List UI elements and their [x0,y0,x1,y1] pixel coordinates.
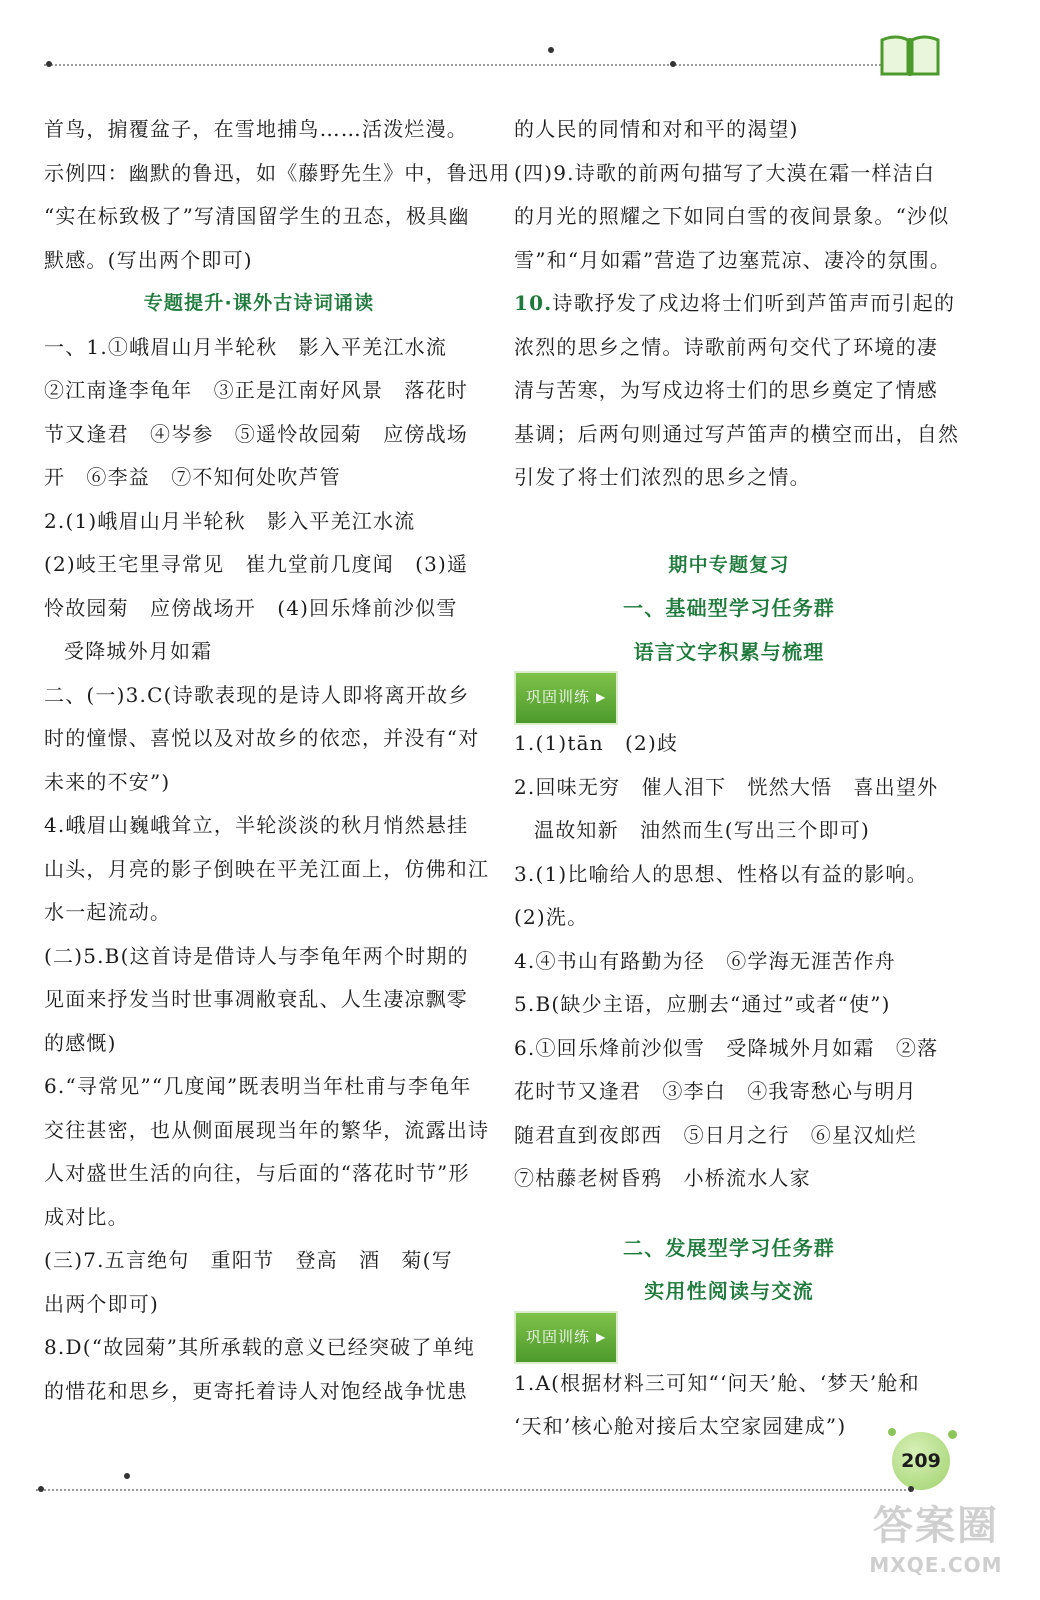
left-column [44,108,511,1413]
text-line: 1.A(根据材料三可知“‘问天’舱、‘梦天’舱和 [514,1370,920,1395]
text-line: 受降城外月如霜 [64,639,213,663]
decor-dot [948,1430,957,1439]
top-rule-dot [548,47,554,53]
bottom-rule-dot [908,1486,914,1492]
text-line: 2.(1)峨眉山月半轮秋 影入平羌江水流 [44,508,416,533]
text-line: 的惜花和思乡，更寄托着诗人对饱经战争忧患 [44,1378,468,1403]
text-line: 基调；后两句则通过写芦笛声的横空而出，自然 [514,421,960,446]
text-line: 默感。(写出两个即可) [44,247,253,272]
section-title: 实用性阅读与交流 [644,1279,814,1303]
spacer [514,1201,944,1227]
section-title: 一、基础型学习任务群 [623,596,835,620]
text-line: 1.(1)tān (2)歧 [514,731,679,755]
text-line: 二、(一)3.C(诗歌表现的是诗人即将离开故乡 [44,682,470,707]
text-line: 的感慨) [44,1030,117,1055]
question-number: 10. [514,291,553,315]
practice-badge [514,1311,618,1365]
bottom-rule-dot [38,1486,44,1492]
bottom-dotted-rule [36,1489,906,1491]
text-line: 节又逢君 ④岑参 ⑤遥怜故园菊 应傍战场 [44,421,468,446]
badge-row [514,1314,944,1362]
text-line: “实在标致极了”写清国留学生的丑态，极具幽 [44,204,470,228]
text-line: 随君直到夜郎西 ⑤日月之行 ⑥星汉灿烂 [514,1122,917,1147]
section-title: 语言文字积累与梳理 [633,639,825,664]
decor-dot [888,1428,896,1436]
play-arrow-icon: ▶ [596,1329,607,1344]
text-line: 怜故园菊 应傍战场开 (4)回乐烽前沙似雪 [44,595,458,620]
text-line: 成对比。 [44,1204,129,1229]
badge-row [514,674,944,722]
text-line: ‘天和’核心舱对接后太空家园建成”) [514,1414,847,1438]
text-line: ②江南逢李龟年 ③正是江南好风景 落花时 [44,378,468,402]
text-line: 山头，月亮的影子倒映在平羌江面上，仿佛和江 [44,856,490,881]
open-book-icon [878,30,942,78]
text-line: 首鸟，掮覆盆子，在雪地捕鸟……活泼烂漫。 [44,117,468,141]
badge-label: 巩固训练 [526,1327,591,1346]
text-line: 的月光的照耀之下如同白雪的夜间景象。“沙似 [514,204,950,228]
text-line: 温故知新 油然而生(写出三个即可) [534,818,871,842]
text-line: 4.峨眉山巍峨耸立，半轮淡淡的秋月悄然悬挂 [44,813,469,837]
text-line: 人对盛世生活的向往，与后面的“落花时节”形 [44,1161,470,1185]
text-line: 2.回味无穷 催人泪下 恍然大悟 喜出望外 [514,774,939,799]
watermark-logo [846,1500,1026,1590]
text-line: 浓烈的思乡之情。诗歌前两句交代了环境的凄 [514,334,938,359]
text-line: 8.D(“故园菊”其所承载的意义已经突破了单纯 [44,1335,475,1359]
top-rule-dot [46,61,52,67]
section-title: 期中专题复习 [668,553,790,576]
text-line: 开 ⑥李益 ⑦不知何处吹芦管 [44,465,341,489]
text-line: 花时节又逢君 ③李白 ④我寄愁心与明月 [514,1079,917,1103]
text-line: 5.B(缺少主语，应删去“通过”或者“使”) [514,992,891,1016]
text-line: (三)7.五言绝句 重阳节 登高 酒 菊(写 [44,1248,453,1272]
section-title: 专题提升·课外古诗词诵读 [143,292,375,314]
text-line: 雪”和“月如霜”营造了边塞荒凉、凄冷的氛围。 [514,247,952,272]
text-line: 时的憧憬、喜悦以及对故乡的依恋，并没有“对 [44,726,480,750]
text-line: 6.①回乐烽前沙似雪 受降城外月如霜 ②落 [514,1035,939,1060]
practice-badge [514,671,618,725]
text-line: 一、1.①峨眉山月半轮秋 影入平羌江水流 [44,334,448,359]
text-line: 4.④书山有路勤为径 ⑥学海无涯苦作舟 [514,948,896,973]
text-line: 清与苦寒，为写戍边将士们的思乡奠定了情感 [514,378,938,402]
text-line: (2)洗。 [514,905,589,929]
text-line: 6.“寻常见”“几度闻”既表明当年杜甫与李龟年 [44,1074,472,1098]
text-span: 诗歌抒发了戍边将士们听到芦笛声而引起的 [552,291,956,315]
text-line: 出两个即可) [44,1291,160,1316]
text-line: 见面来抒发当时世事凋敝衰乱、人生凄凉飘零 [44,987,468,1011]
right-column [514,108,960,1449]
section-title: 二、发展型学习任务群 [623,1235,835,1260]
text-line: 的人民的同情和对和平的渴望) [514,117,799,141]
text-line: 引发了将士们浓烈的思乡之情。 [514,465,811,489]
watermark-url: MXQE.COM [869,1553,1003,1577]
text-line: ⑦枯藤老树昏鸦 小桥流水人家 [514,1166,811,1190]
spacer [514,500,944,544]
watermark-text: 答案圈 [873,1503,999,1549]
play-arrow-icon: ▶ [596,690,607,705]
top-rule-dot [670,61,676,67]
text-line: 交往甚密，也从侧面展现当年的繁华，流露出诗 [44,1117,490,1142]
bottom-rule-dot [124,1473,130,1479]
text-line: (四)9.诗歌的前两句描写了大漠在霜一样洁白 [514,160,936,185]
page-number: 209 [892,1432,950,1490]
badge-label: 巩固训练 [526,688,591,707]
text-line: (2)岐王宅里寻常见 崔九堂前几度闻 (3)遥 [44,552,469,576]
text-line: (二)5.B(这首诗是借诗人与李龟年两个时期的 [44,943,469,968]
text-line: 示例四：幽默的鲁迅，如《藤野先生》中，鲁迅用 [44,160,511,185]
page-number-badge [888,1428,958,1498]
text-line: 3.(1)比喻给人的思想、性格以有益的影响。 [514,861,928,886]
top-dotted-rule [44,64,884,66]
text-line [514,282,956,326]
text-line: 未来的不安”) [44,769,171,794]
text-line: 水一起流动。 [44,900,172,924]
